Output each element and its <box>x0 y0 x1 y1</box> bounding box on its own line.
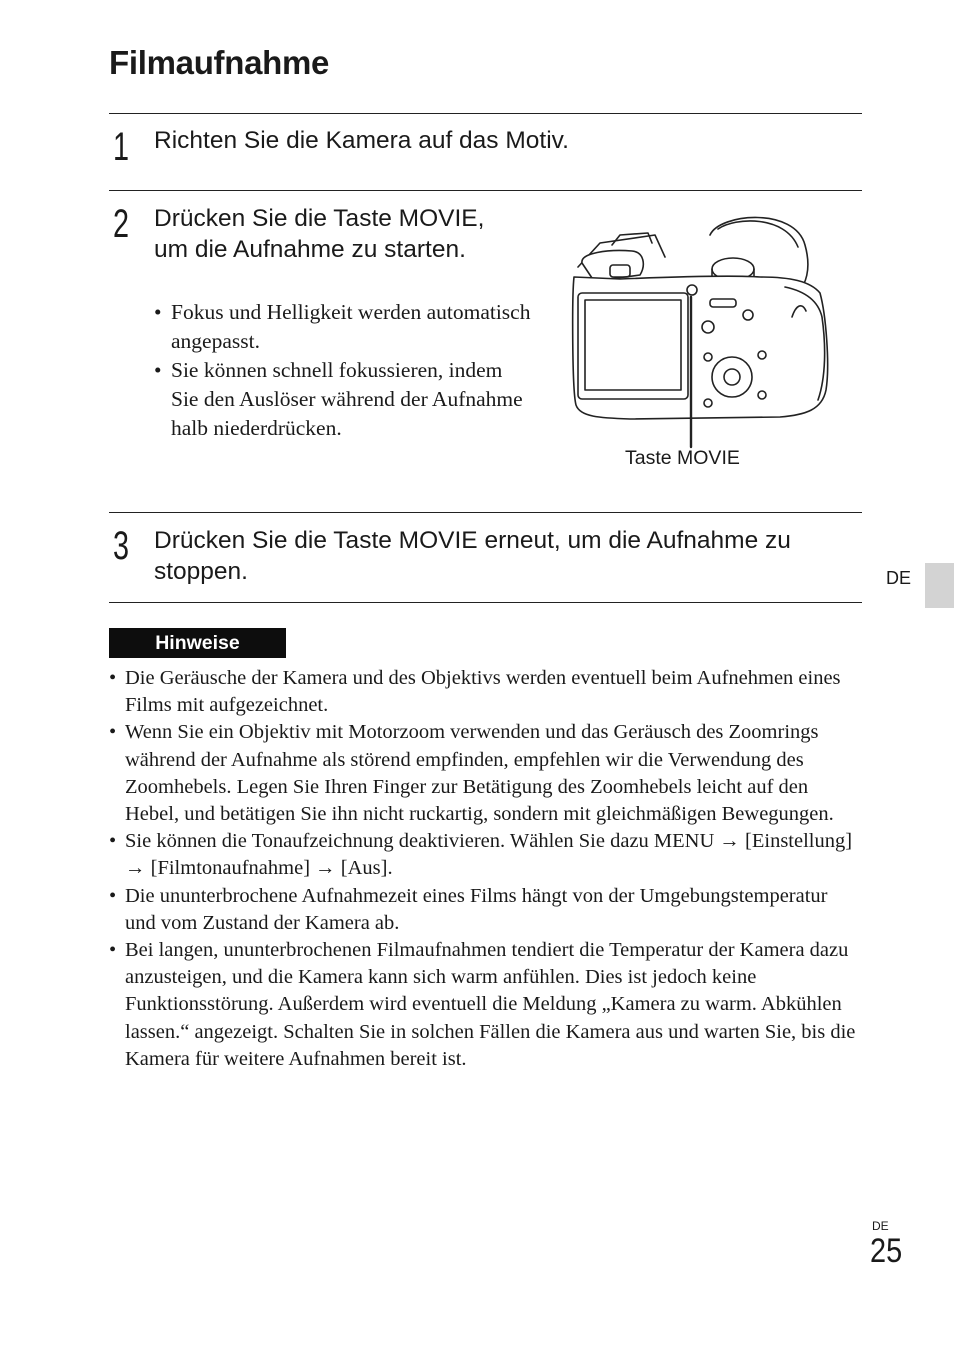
step-3-text: Drücken Sie die Taste MOVIE erneut, um die Aufnahme zu stoppen. <box>154 527 791 585</box>
language-label: DE <box>886 568 912 588</box>
page-language: DE <box>872 1219 889 1233</box>
page-number: 25 <box>870 1232 903 1270</box>
divider <box>109 113 862 114</box>
list-item: • Sie können schnell fokussieren, indem Sie den Auslöser während der Aufnahme halb niederdrücken. <box>154 356 534 443</box>
list-item: • Die Geräusche der Kamera und des Objektivs werden eventuell beim Aufnehmen eines Films mit aufgezeichnet. <box>109 665 861 719</box>
figure-caption: Taste MOVIE <box>625 447 740 469</box>
list-item: • Sie können die Tonaufzeichnung deaktivieren. Wählen Sie dazu MENU → [Einstellung] → [Filmtonaufnahme] → [Aus]. <box>109 828 861 882</box>
step-3-number: 3 <box>113 524 130 568</box>
camera-illustration <box>560 205 835 460</box>
step-2-bullets <box>154 298 534 443</box>
list-item: • Die ununterbrochene Aufnahmezeit eines Films hängt von der Umgebungstemperatur und vom Zustand der Kamera ab. <box>109 883 861 937</box>
step-1-number: 1 <box>113 125 130 169</box>
list-item: • Bei langen, ununterbrochenen Filmaufnahmen tendiert die Temperatur der Kamera dazu anzusteigen, und die Kamera kann sich warm anfühlen. Dies ist jedoch keine Funktionsstörung. Außerdem wird eventuell die Meldung „Kamera zu warm. Abkühlen lassen.“ angezeigt. Schalten Sie in solchen Fällen die Kamera aus und warten Sie, bis die Kamera für weitere Aufnahmen bereit ist. <box>109 937 861 1073</box>
notes-heading: Hinweise <box>109 628 286 658</box>
section-tab <box>925 563 954 608</box>
notes-list <box>109 665 861 1073</box>
list-item: • Fokus und Helligkeit werden automatisch angepasst. <box>154 298 534 356</box>
step-2-text: Drücken Sie die Taste MOVIE, um die Aufnahme zu starten. <box>154 205 485 263</box>
divider <box>109 602 862 603</box>
page-title: Filmaufnahme <box>109 44 330 81</box>
divider <box>109 512 862 513</box>
step-2-number: 2 <box>113 202 130 246</box>
list-item: • Wenn Sie ein Objektiv mit Motorzoom verwenden und das Geräusch des Zoomrings während der Aufnahme als störend empfinden, empfehlen wir die Verwendung des Zoomhebels. Legen Sie Ihren Finger zur Betätigung des Zoomhebels leicht auf den Hebel, und betätigen Sie ihn nicht ruckartig, sondern mit gleichmäßigen Bewegungen. <box>109 719 861 828</box>
divider <box>109 190 862 191</box>
step-1-text: Richten Sie die Kamera auf das Motiv. <box>154 127 569 154</box>
